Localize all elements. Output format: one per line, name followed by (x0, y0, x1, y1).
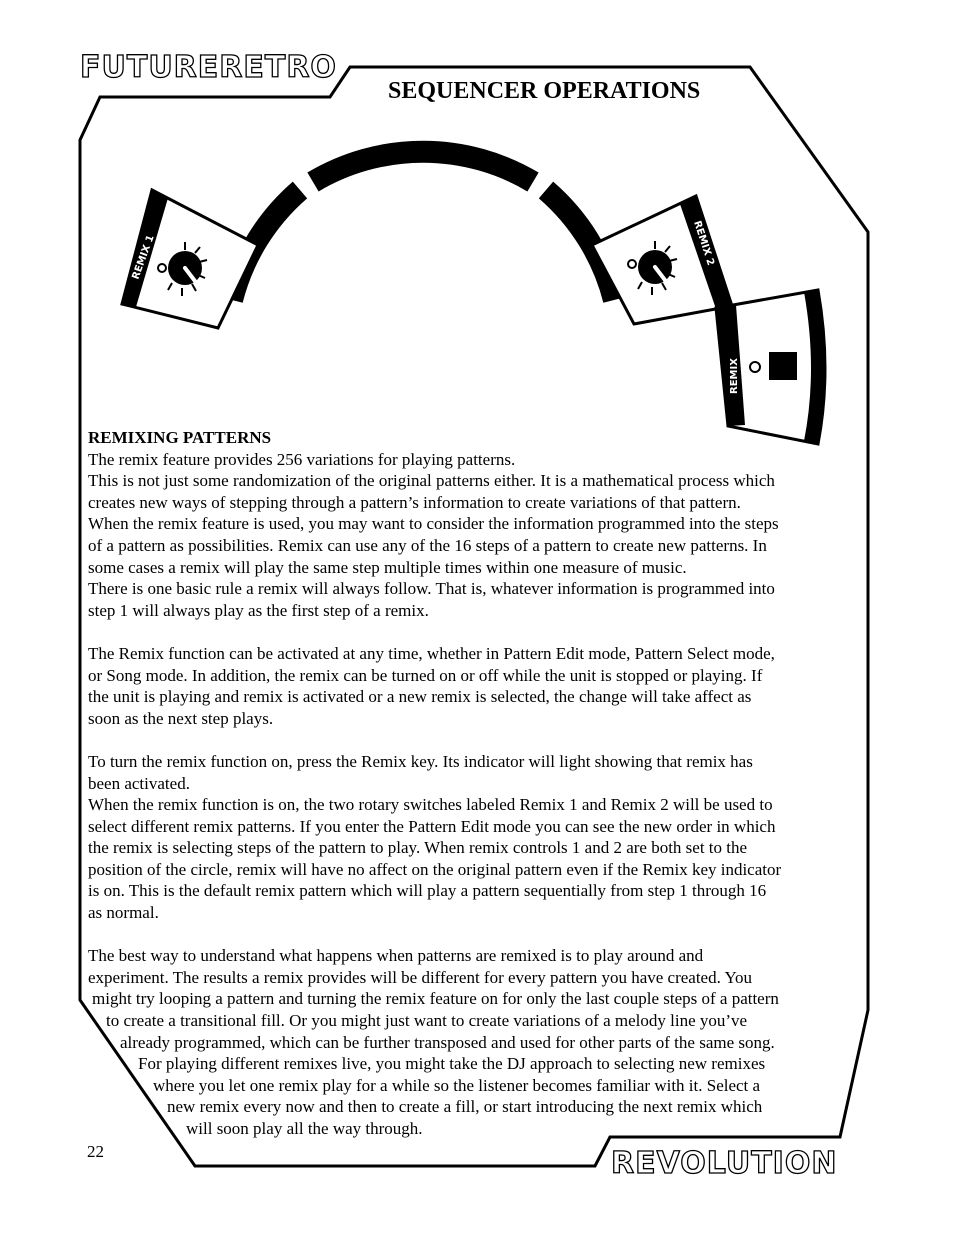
remix-indicator-led (750, 362, 760, 372)
remix1-default-marker (158, 264, 166, 272)
text-line: There is one basic rule a remix will always follow. That is, whatever information is programmed into (88, 579, 775, 599)
remix2-default-marker (628, 260, 636, 268)
text-line: For playing different remixes live, you might take the DJ approach to selecting new remixes (138, 1054, 766, 1074)
text-line: creates new ways of stepping through a pattern’s information to create variations of that pattern. (88, 492, 741, 512)
step-arc (232, 152, 614, 300)
text-line: This is not just some randomization of the original patterns either. It is a mathematical process which (88, 471, 775, 491)
remix1-label: REMIX 1 (130, 233, 157, 282)
remix-key-label: REMIX (729, 358, 740, 394)
page-title: SEQUENCER OPERATIONS (388, 78, 701, 104)
text-line: of a pattern as possibilities. Remix can use any of the 16 steps of a pattern to create new patterns. In (88, 535, 767, 555)
paragraph-3 (88, 751, 868, 924)
text-line: to create a transitional fill. Or you might just want to create variations of a melody line you’ve (106, 1011, 748, 1031)
text-line: select different remix patterns. If you enter the Pattern Edit mode you can see the new order in which (88, 816, 776, 836)
text-line: some cases a remix will play the same step multiple times within one measure of music. (88, 557, 687, 577)
text-line: will soon play all the way through. (186, 1119, 423, 1138)
text-line: To turn the remix function on, press the Remix key. Its indicator will light showing that remix has (88, 751, 753, 771)
text-line: When the remix feature is used, you may want to consider the information programmed into the steps (88, 514, 779, 534)
text-line: experiment. The results a remix provides will be different for every pattern you have created. You (88, 967, 753, 987)
text-line: might try looping a pattern and turning the remix feature on for only the last couple steps of a pattern (92, 989, 779, 1009)
remix2-panel (592, 196, 732, 324)
remix2-label: REMIX 2 (691, 219, 716, 268)
text-line: the remix is selecting steps of the pattern to play. When remix controls 1 and 2 are both set to the (88, 838, 748, 858)
remix-key-panel (716, 290, 825, 444)
paragraph-1 (88, 449, 868, 622)
text-line: as normal. (88, 903, 159, 923)
revolution-logo: REVOLUTION (611, 1146, 838, 1181)
text-line: new remix every now and then to create a fill, or start introducing the next remix which (167, 1097, 763, 1117)
text-line: The Remix function can be activated at any time, whether in Pattern Edit mode, Pattern Select mode, (88, 643, 775, 663)
text-line: the unit is playing and remix is activated or a new remix is selected, the change will take affect as (88, 687, 752, 707)
paragraph-4 (88, 945, 868, 1139)
text-line: The remix feature provides 256 variations for playing patterns. (88, 449, 516, 469)
section-heading: REMIXING PATTERNS (88, 428, 272, 447)
page-number: 22 (87, 1142, 104, 1161)
text-line: been activated. (88, 773, 190, 793)
section-remixing-patterns (88, 427, 868, 1140)
text-line: soon as the next step plays. (88, 708, 274, 728)
text-line: already programmed, which can be further transposed and used for other parts of the same song. (120, 1032, 775, 1052)
text-line: where you let one remix play for a while so the listener becomes familiar with it. Select a (153, 1075, 761, 1095)
text-line: is on. This is the default remix pattern which will play a pattern sequentially from step 1 through 16 (88, 881, 767, 901)
futureretro-logo: FUTURERETRO (80, 50, 337, 85)
text-line: position of the circle, remix will have no affect on the original pattern even if the Remix key indicator (88, 859, 782, 879)
text-line: When the remix function is on, the two rotary switches labeled Remix 1 and Remix 2 will be used to (88, 795, 773, 815)
text-line: The best way to understand what happens when patterns are remixed is to play around and (88, 946, 704, 966)
remix-key-button[interactable] (769, 352, 797, 380)
remix1-panel (122, 190, 258, 328)
text-line: step 1 will always play as the first step of a remix. (88, 600, 429, 620)
text-line: or Song mode. In addition, the remix can be turned on or off while the unit is stopped or playing. If (88, 665, 763, 685)
paragraph-2 (88, 643, 868, 729)
